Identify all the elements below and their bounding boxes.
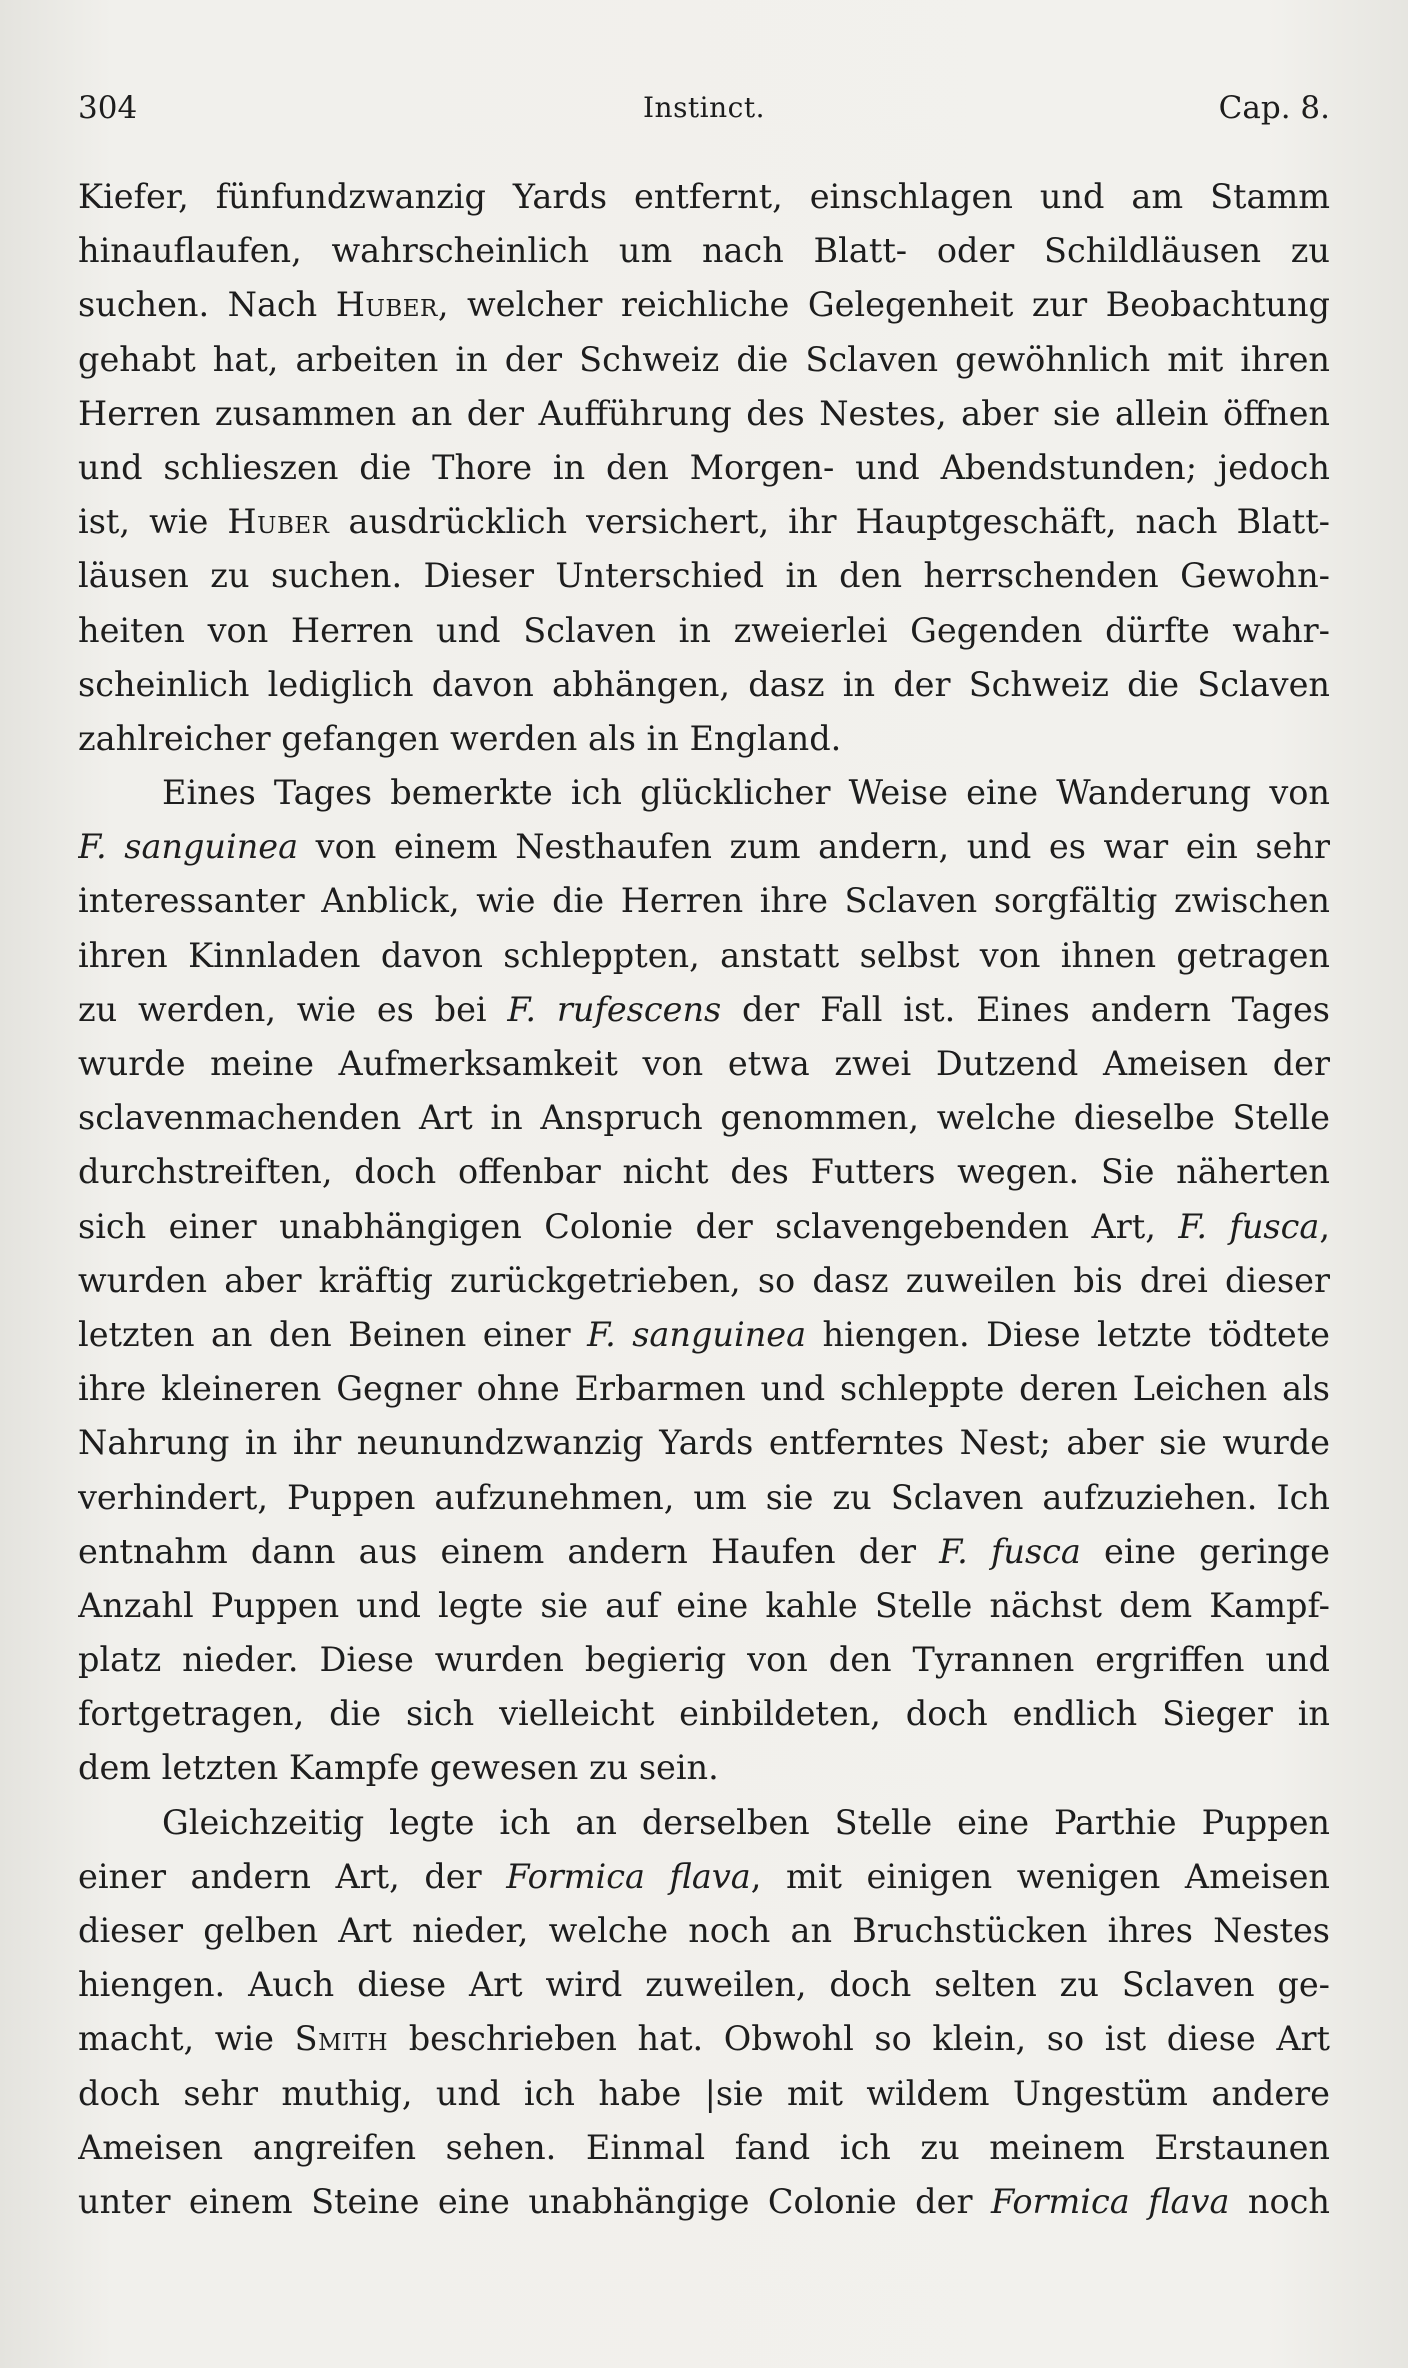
text-line: läusen zu suchen. Dieser Unterschied in den herrschenden Gewohn- xyxy=(78,556,1330,596)
text-line: wurden aber kräftig zurückgetrieben, so dasz zuweilen bis drei dieser xyxy=(78,1260,1330,1300)
text-line: verhindert, Puppen aufzunehmen, um sie zu Sclaven aufzuziehen. Ich xyxy=(78,1477,1330,1517)
text-line: ist, wie Huber ausdrücklich versichert, ihr Hauptgeschäft, nach Blatt- xyxy=(78,502,1330,542)
text-line: zahlreicher gefangen werden als in England. xyxy=(78,718,842,758)
text-line: unter einem Steine eine unabhängige Colonie der Formica flava noch xyxy=(78,2181,1330,2221)
text-line: doch sehr muthig, und ich habe |sie mit wildem Ungestüm andere xyxy=(78,2073,1330,2113)
text-line: heiten von Herren und Sclaven in zweierlei Gegenden dürfte wahr- xyxy=(78,610,1330,650)
text-line: gehabt hat, arbeiten in der Schweiz die Sclaven gewöhnlich mit ihren xyxy=(78,339,1330,379)
text-line: durchstreiften, doch offenbar nicht des Futters wegen. Sie näherten xyxy=(78,1152,1330,1192)
body-text xyxy=(78,170,1330,2229)
running-title: Instinct. xyxy=(642,91,766,124)
text-line: suchen. Nach Huber, welcher reichliche Gelegenheit zur Beobachtung xyxy=(78,285,1330,325)
text-line: und schlieszen die Thore in den Morgen- und Abendstunden; jedoch xyxy=(78,447,1330,487)
text-line: dieser gelben Art nieder, welche noch an Bruchstücken ihres Nestes xyxy=(78,1911,1330,1950)
running-head xyxy=(78,88,1330,128)
text-line: entnahm dann aus einem andern Haufen der F. fusca eine geringe xyxy=(78,1531,1330,1571)
text-line: einer andern Art, der Formica flava, mit einigen wenigen Ameisen xyxy=(78,1856,1330,1896)
text-line: dem letzten Kampfe gewesen zu sein. xyxy=(78,1748,719,1788)
text-line: wurde meine Aufmerksamkeit von etwa zwei Dutzend Ameisen der xyxy=(78,1044,1330,1083)
text-line: Gleichzeitig legte ich an derselben Stelle eine Parthie Puppen xyxy=(162,1802,1330,1842)
text-line: hiengen. Auch diese Art wird zuweilen, doch selten zu Sclaven ge- xyxy=(78,1965,1330,2005)
text-line: scheinlich lediglich davon abhängen, dasz in der Schweiz die Sclaven xyxy=(78,664,1330,704)
text-line: Anzahl Puppen und legte sie auf eine kahle Stelle nächst dem Kampf- xyxy=(78,1585,1330,1625)
text-line: Herren zusammen an der Aufführung des Nestes, aber sie allein öffnen xyxy=(78,393,1330,433)
text-line: Eines Tages bemerkte ich glücklicher Weise eine Wanderung von xyxy=(162,773,1330,813)
text-line: ihren Kinnladen davon schleppten, anstatt selbst von ihnen getragen xyxy=(78,935,1330,975)
text-line: F. sanguinea von einem Nesthaufen zum andern, und es war ein sehr xyxy=(78,827,1330,867)
text-line: macht, wie Smith beschrieben hat. Obwohl so klein, so ist diese Art xyxy=(78,2019,1330,2059)
text-line: ihre kleineren Gegner ohne Erbarmen und schleppte deren Leichen als xyxy=(78,1369,1330,1409)
text-line: interessanter Anblick, wie die Herren ihre Sclaven sorgfältig zwischen xyxy=(78,881,1330,921)
text-line: Nahrung in ihr neunundzwanzig Yards entferntes Nest; aber sie wurde xyxy=(78,1423,1330,1463)
chapter-label: Cap. 8. xyxy=(1218,90,1330,126)
text-line: platz nieder. Diese wurden begierig von den Tyrannen ergriffen und xyxy=(78,1640,1330,1680)
text-line: sich einer unabhängigen Colonie der sclavengebenden Art, F. fusca, xyxy=(78,1206,1330,1246)
text-line: Ameisen angreifen sehen. Einmal fand ich zu meinem Erstaunen xyxy=(78,2127,1330,2167)
text-line: zu werden, wie es bei F. rufescens der Fall ist. Eines andern Tages xyxy=(78,989,1330,1029)
page-number: 304 xyxy=(78,90,138,126)
text-line: hinauflaufen, wahrscheinlich um nach Blatt- oder Schildläusen zu xyxy=(78,231,1330,271)
text-line: letzten an den Beinen einer F. sanguinea hiengen. Diese letzte tödtete xyxy=(78,1314,1330,1354)
text-line: sclavenmachenden Art in Anspruch genommen, welche dieselbe Stelle xyxy=(78,1098,1330,1138)
text-line: fortgetragen, die sich vielleicht einbildeten, doch endlich Sieger in xyxy=(78,1694,1330,1734)
text-line: Kiefer, fünfundzwanzig Yards entfernt, einschlagen und am Stamm xyxy=(78,177,1330,216)
